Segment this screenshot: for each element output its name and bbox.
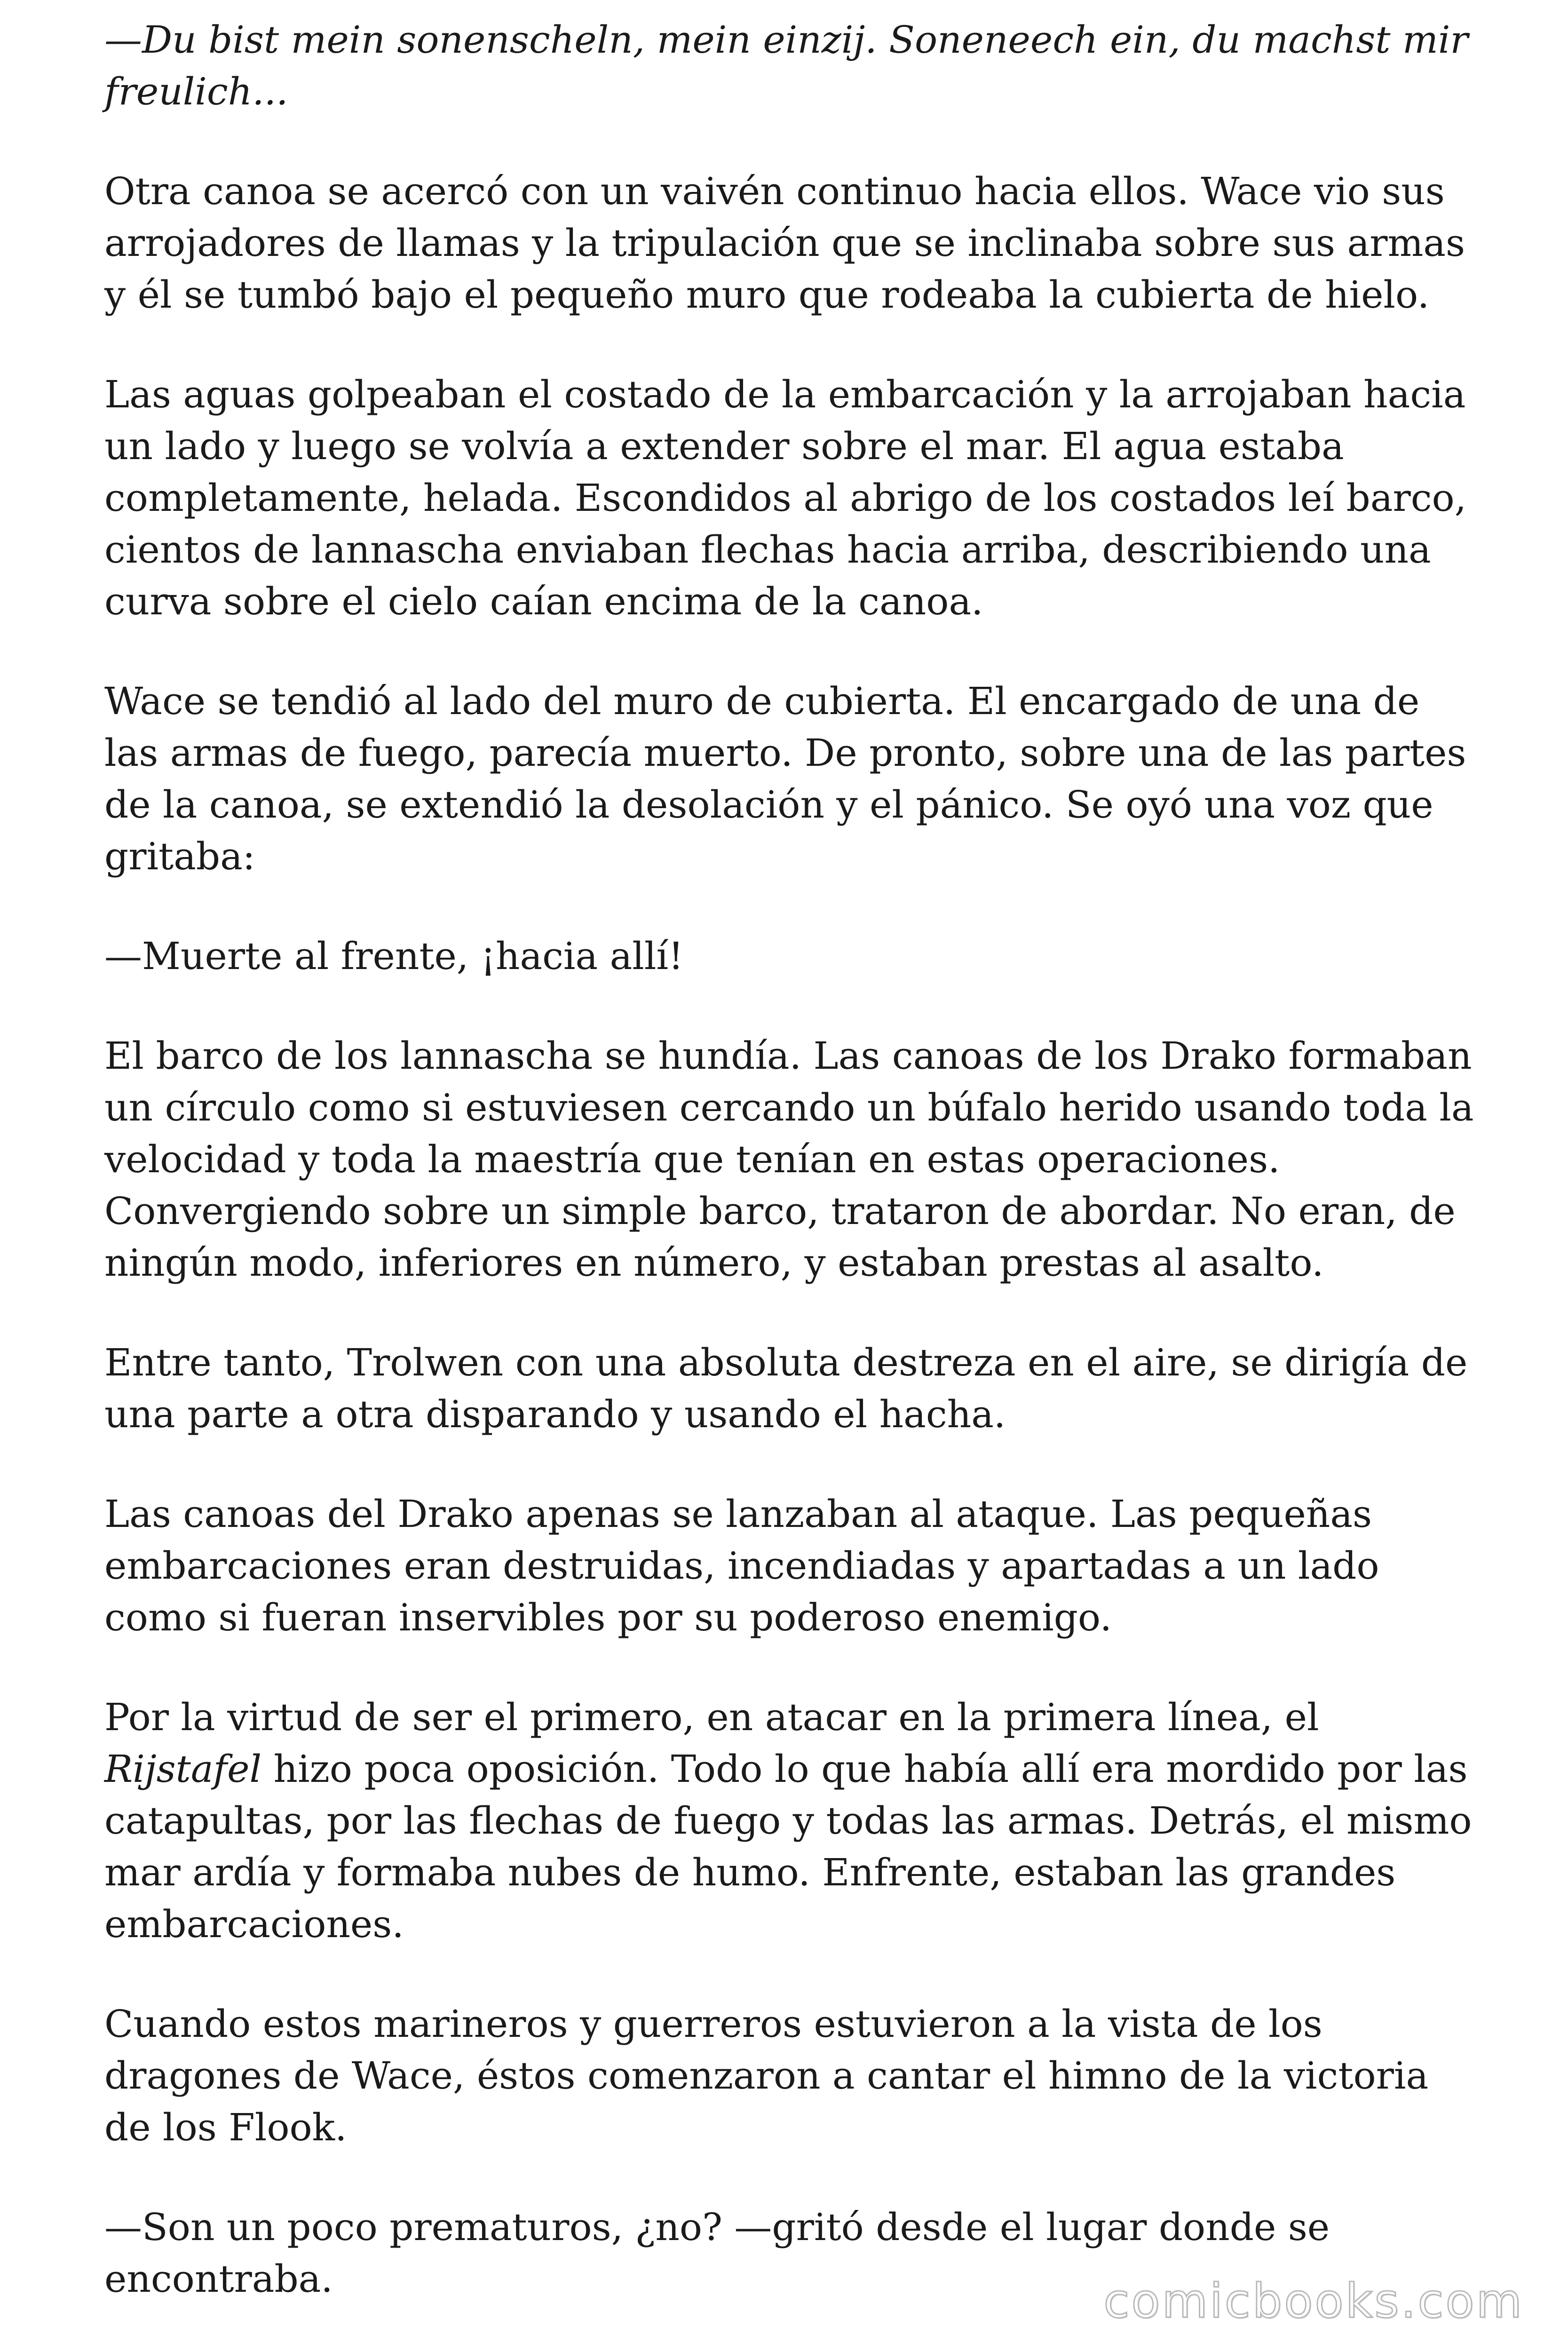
book-page bbox=[104, 14, 1478, 2352]
body-paragraph: El barco de los lannascha se hundía. Las canoas de los Drako formaban un círculo como si estuviesen cercando un búfalo herido usando toda la velocidad y toda la maestría que tenían en estas operaciones. Convergiendo sobre un simple barco, trataron de abordar. No eran, de ningún modo, inferiores en número, y estaban prestas al asalto. bbox=[104, 1034, 1474, 1285]
body-paragraph-rijstafel bbox=[104, 1692, 1478, 1950]
body-paragraph: Las canoas del Drako apenas se lanzaban al ataque. Las pequeñas embarcaciones eran destruidas, incendiadas y apartadas a un lado como si fueran inservibles por su poderoso enemigo. bbox=[104, 1492, 1379, 1639]
song-lyric-paragraph: —Du bist mein sonenscheln, mein einzij. Soneneech ein, du machst mir freulich... bbox=[104, 18, 1468, 113]
body-paragraph: Entre tanto, Trolwen con una absoluta destreza en el aire, se dirigía de una parte a otra disparando y usando el hacha. bbox=[104, 1341, 1468, 1436]
text-run: Por la virtud de ser el primero, en atacar en la primera línea, el bbox=[104, 1695, 1319, 1739]
watermark: comicbooks.com bbox=[1103, 2273, 1524, 2328]
body-paragraph: Wace se tendió al lado del muro de cubierta. El encargado de una de las armas de fuego, parecía muerto. De pronto, sobre una de las partes de la canoa, se extendió la desolación y el pánico. Se oyó una voz que gritaba: bbox=[104, 679, 1466, 878]
body-paragraph: Otra canoa se acercó con un vaivén continuo hacia ellos. Wace vio sus arrojadores de llamas y la tripulación que se inclinaba sobre sus armas y él se tumbó bajo el pequeño muro que rodeaba la cubierta de hielo. bbox=[104, 169, 1465, 317]
text-run: hizo poca oposición. Todo lo que había allí era mordido por las catapultas, por las flechas de fuego y todas las armas. Detrás, el mismo mar ardía y formaba nubes de humo. Enfrente, estaban las grandes embarcaciones. bbox=[104, 1747, 1472, 1946]
body-paragraph: Cuando estos marineros y guerreros estuvieron a la vista de los dragones de Wace, éstos comenzaron a cantar el himno de la victoria de los Flook. bbox=[104, 2002, 1429, 2149]
body-paragraph: Las aguas golpeaban el costado de la embarcación y la arrojaban hacia un lado y luego se volvía a extender sobre el mar. El agua estaba completamente, helada. Escondidos al abrigo de los costados leí barco, cientos de lannascha enviaban flechas hacia arriba, describiendo una curva sobre el cielo caían encima de la canoa. bbox=[104, 373, 1467, 623]
ship-name-italic: Rijstafel bbox=[104, 1747, 262, 1791]
dialogue-paragraph: —Son un poco prematuros, ¿no? —gritó desde el lugar donde se encontraba. bbox=[104, 2205, 1330, 2301]
dialogue-paragraph: —Muerte al frente, ¡hacia allí! bbox=[104, 934, 684, 978]
